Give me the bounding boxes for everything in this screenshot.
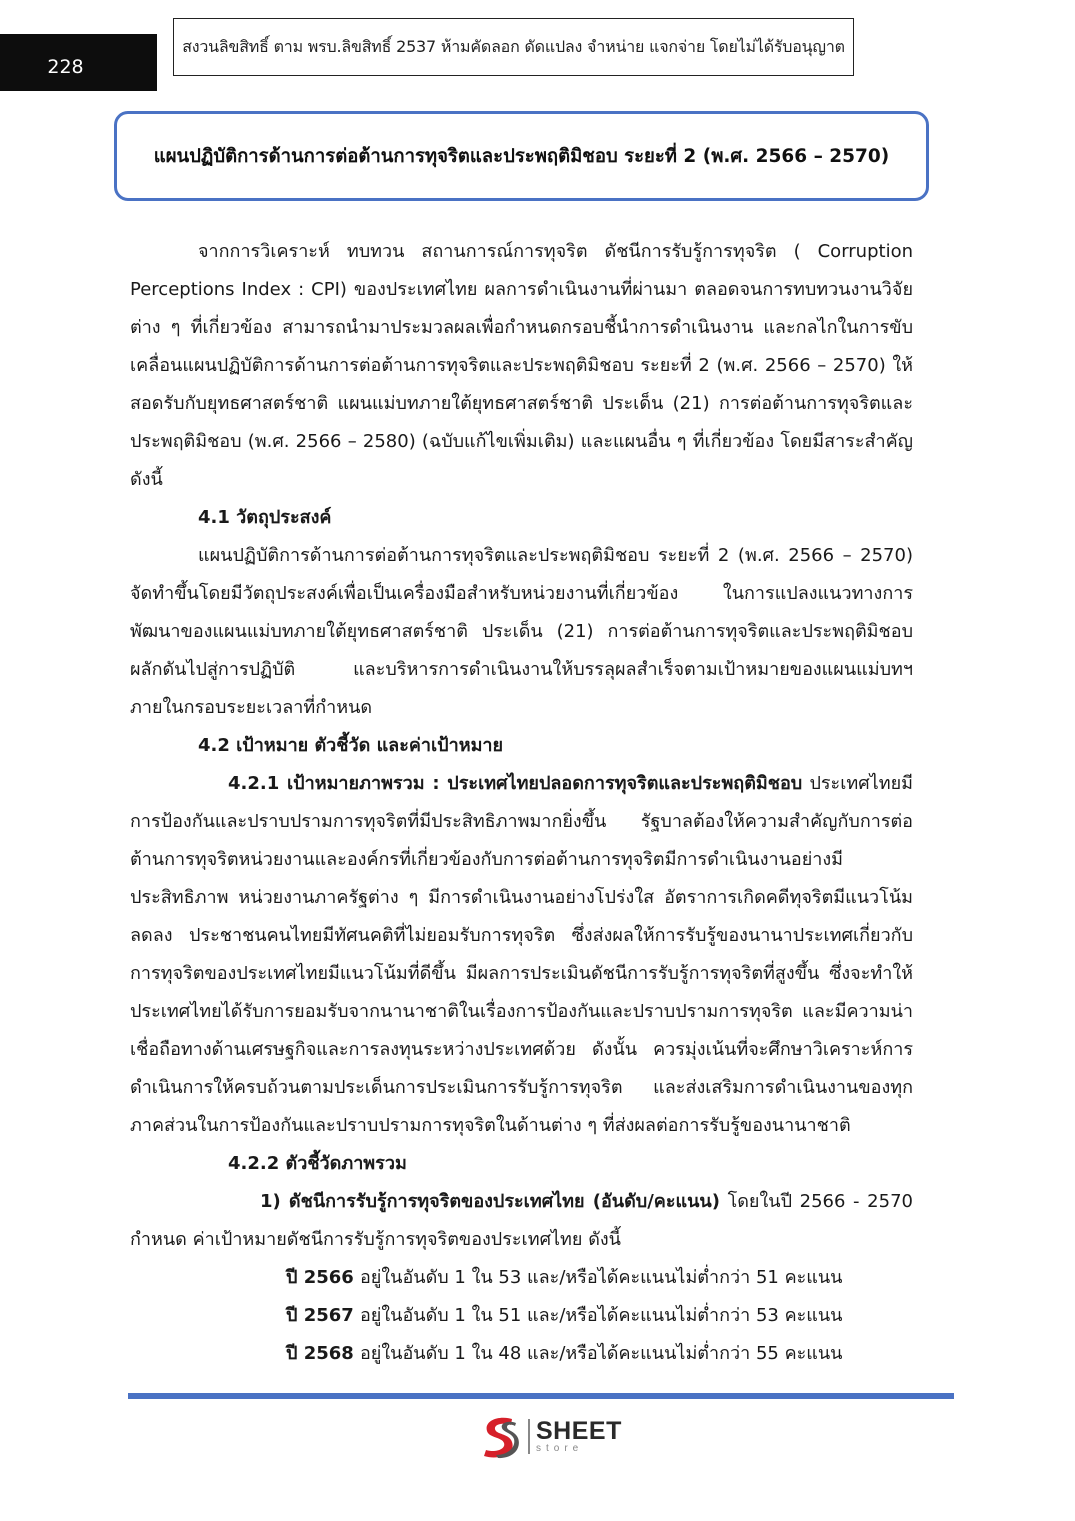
- logo-sub-text: store: [536, 1442, 584, 1454]
- logo-wordmark: [528, 1416, 622, 1454]
- page-number: 228: [47, 55, 84, 78]
- target-row: [130, 1297, 913, 1335]
- item-1-text: โดยในปี 2566 - 2570 กำหนด ค่าเป้าหมายดัชนีการรับรู้การทุจริตของประเทศไทย ดังนี้: [130, 1191, 913, 1250]
- sheet-store-logo: [478, 1412, 628, 1460]
- document-title: แผนปฏิบัติการด้านการต่อต้านการทุจริตและประพฤติมิชอบ ระยะที่ 2 (พ.ศ. 2566 – 2570): [153, 145, 890, 167]
- target-text: อยู่ในอันดับ 1 ใน 48 และ/หรือได้คะแนนไม่ต่ำกว่า 55 คะแนน: [360, 1343, 843, 1364]
- intro-paragraph: จากการวิเคราะห์ ทบทวน สถานการณ์การทุจริต ดัชนีการรับรู้การทุจริต ( Corruption Perceptions Index : CPI) ของประเทศไทย ผลการดำเนินงานที่ผ่านมา ตลอดจนการทบทวนงานวิจัยต่าง ๆ ที่เกี่ยวข้อง สามารถนำมาประมวลผลเพื่อกำหนดกรอบชี้นำการดำเนินงาน และกลไกในการขับเคลื่อนแผนปฏิบัติการด้านการต่อต้านการทุจริตและประพฤติมิชอบ ระยะที่ 2 (พ.ศ. 2566 – 2570) ให้สอดรับกับยุทธศาสตร์ชาติ แผนแม่บทภายใต้ยุทธศาสตร์ชาติ ประเด็น (21) การต่อต้านการทุจริตและประพฤติมิชอบ (พ.ศ. 2566 – 2580) (ฉบับแก้ไขเพิ่มเติม) และแผนอื่น ๆ ที่เกี่ยวข้อง โดยมีสาระสำคัญดังนี้: [130, 241, 913, 490]
- target-row: [130, 1259, 913, 1297]
- target-year: ปี 2566: [286, 1267, 354, 1288]
- section-4-2-heading: 4.2 เป้าหมาย ตัวชี้วัด และค่าเป้าหมาย: [198, 735, 504, 756]
- item-1-heading: 1) ดัชนีการรับรู้การทุจริตของประเทศไทย (อันดับ/คะแนน): [260, 1191, 720, 1212]
- target-text: อยู่ในอันดับ 1 ใน 53 และ/หรือได้คะแนนไม่ต่ำกว่า 51 คะแนน: [360, 1267, 843, 1288]
- section-4-2-2-heading: 4.2.2 ตัวชี้วัดภาพรวม: [228, 1153, 407, 1174]
- section-4-1-heading: 4.1 วัตถุประสงค์: [198, 507, 332, 528]
- page-number-tab: [0, 34, 157, 91]
- target-row: [130, 1335, 913, 1373]
- section-4-1-paragraph: แผนปฏิบัติการด้านการต่อต้านการทุจริตและประพฤติมิชอบ ระยะที่ 2 (พ.ศ. 2566 – 2570) จัดทำขึ้นโดยมีวัตถุประสงค์เพื่อเป็นเครื่องมือสำหรับหน่วยงานที่เกี่ยวข้อง ในการแปลงแนวทางการพัฒนาของแผนแม่บทภายใต้ยุทธศาสตร์ชาติ ประเด็น (21) การต่อต้านการทุจริตและประพฤติมิชอบผลักดันไปสู่การปฏิบัติ และบริหารการดำเนินงานให้บรรลุผลสำเร็จตามเป้าหมายของแผนแม่บทฯ ภายในกรอบระยะเวลาที่กำหนด: [130, 545, 913, 718]
- target-year: ปี 2567: [286, 1305, 354, 1326]
- item-1-paragraph: [130, 1183, 913, 1259]
- copyright-notice: สงวนลิขสิทธิ์ ตาม พรบ.ลิขสิทธิ์ 2537 ห้ามคัดลอก ดัดแปลง จำหน่าย แจกจ่าย โดยไม่ได้รับอนุญาต: [173, 18, 854, 76]
- target-text: อยู่ในอันดับ 1 ใน 51 และ/หรือได้คะแนนไม่ต่ำกว่า 53 คะแนน: [360, 1305, 843, 1326]
- footer-divider: [128, 1393, 954, 1399]
- document-body: [130, 233, 913, 1373]
- title-box: [114, 111, 929, 201]
- logo-main-text: SHEET: [536, 1416, 622, 1445]
- target-year: ปี 2568: [286, 1343, 354, 1364]
- section-4-2-1-paragraph: [130, 765, 913, 1145]
- sheet-s-logo-icon: [478, 1413, 522, 1459]
- section-4-2-1-text: ประเทศไทยมีการป้องกันและปราบปรามการทุจริตที่มีประสิทธิภาพมากยิ่งขึ้น รัฐบาลต้องให้ความสำคัญกับการต่อต้านการทุจริตหน่วยงานและองค์กรที่เกี่ยวข้องกับการต่อต้านการทุจริตมีการดำเนินงานอย่างมีประสิทธิภาพ หน่วยงานภาครัฐต่าง ๆ มีการดำเนินงานอย่างโปร่งใส อัตราการเกิดคดีทุจริตมีแนวโน้มลดลง ประชาชนคนไทยมีทัศนคติที่ไม่ยอมรับการทุจริต ซึ่งส่งผลให้การรับรู้ของนานาประเทศเกี่ยวกับการทุจริตของประเทศไทยมีแนวโน้มที่ดีขึ้น มีผลการประเมินดัชนีการรับรู้การทุจริตที่สูงขึ้น ซึ่งจะทำให้ประเทศไทยได้รับการยอมรับจากนานาชาติในเรื่องการป้องกันและปราบปรามการทุจริต และมีความน่าเชื่อถือทางด้านเศรษฐกิจและการลงทุนระหว่างประเทศด้วย ดังนั้น ควรมุ่งเน้นที่จะศึกษาวิเคราะห์การดำเนินการให้ครบถ้วนตามประเด็นการประเมินการรับรู้การทุจริต และส่งเสริมการดำเนินงานของทุกภาคส่วนในการป้องกันและปราบปรามการทุจริตในด้านต่าง ๆ ที่ส่งผลต่อการรับรู้ของนานาชาติ: [130, 773, 913, 1136]
- section-4-2-1-heading: 4.2.1 เป้าหมายภาพรวม : ประเทศไทยปลอดการทุจริตและประพฤติมิชอบ: [228, 773, 803, 794]
